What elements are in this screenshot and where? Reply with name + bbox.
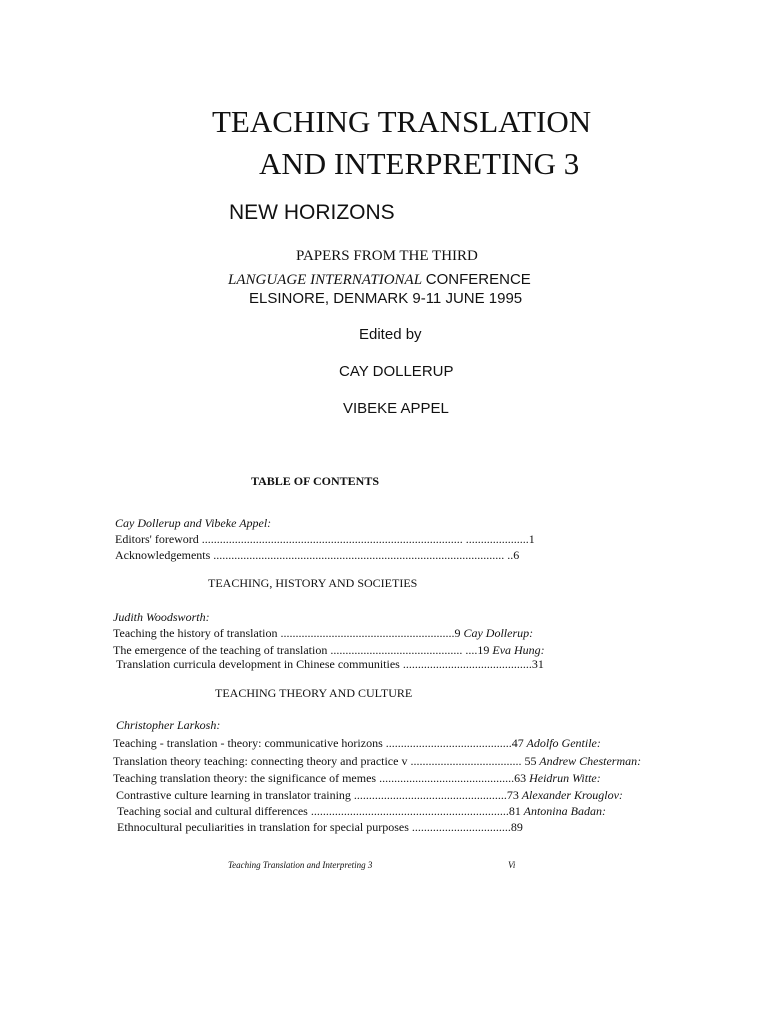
title-line-1: TEACHING TRANSLATION (212, 104, 592, 139)
toc-entry: Contrastive culture learning in translator training ...................................................73 Alexander Krouglov: (116, 788, 623, 802)
editor-2: VIBEKE APPEL (343, 400, 449, 417)
toc-entry: Translation theory teaching: connecting theory and practice v ..................................... 55 Andrew Chesterman: (113, 754, 642, 768)
subtitle: NEW HORIZONS (229, 201, 395, 224)
toc-entry: Teaching social and cultural differences ..................................................................81 Antonina Badan: (117, 804, 606, 818)
toc-intro-author: Cay Dollerup and Vibeke Appel: (115, 516, 272, 530)
toc-entry: Editors' foreword ....................................................................................... .....................1 (115, 532, 535, 546)
title-line-2: AND INTERPRETING 3 (259, 146, 580, 181)
toc-heading: TABLE OF CONTENTS (251, 474, 380, 488)
toc-s2-author: Christopher Larkosh: (116, 718, 221, 732)
footer-page-number: Vi (508, 860, 516, 870)
toc-entry: The emergence of the teaching of translation ............................................ ....19 Eva Hung: (113, 643, 545, 657)
toc-entry: Teaching - translation - theory: communicative horizons ..........................................47 Adolfo Gentile: (113, 736, 601, 750)
toc-section-2: TEACHING THEORY AND CULTURE (215, 686, 413, 700)
footer-title: Teaching Translation and Interpreting 3 (228, 860, 373, 870)
conference-name: LANGUAGE INTERNATIONAL (228, 272, 423, 288)
conference-line (228, 271, 531, 289)
toc-section-1: TEACHING, HISTORY AND SOCIETIES (208, 576, 418, 590)
venue-line: ELSINORE, DENMARK 9-11 JUNE 1995 (249, 290, 523, 307)
papers-line: PAPERS FROM THE THIRD (296, 248, 478, 264)
toc-entry: Ethnocultural peculiarities in translation for special purposes .................................89 (117, 820, 523, 834)
edited-by: Edited by (359, 326, 422, 343)
toc-entry: Teaching translation theory: the significance of memes .............................................63 Heidrun Witte: (113, 771, 601, 785)
conference-word: CONFERENCE (425, 271, 531, 288)
editor-1: CAY DOLLERUP (339, 363, 454, 380)
toc-entry: Teaching the history of translation ..........................................................9 Cay Dollerup: (113, 626, 534, 640)
toc-s1-author: Judith Woodsworth: (113, 610, 210, 624)
toc-entry: Translation curricula development in Chinese communities ...........................................31 (116, 657, 544, 671)
toc-entry: Acknowledgements ................................................................................................. ..6 (115, 548, 520, 562)
